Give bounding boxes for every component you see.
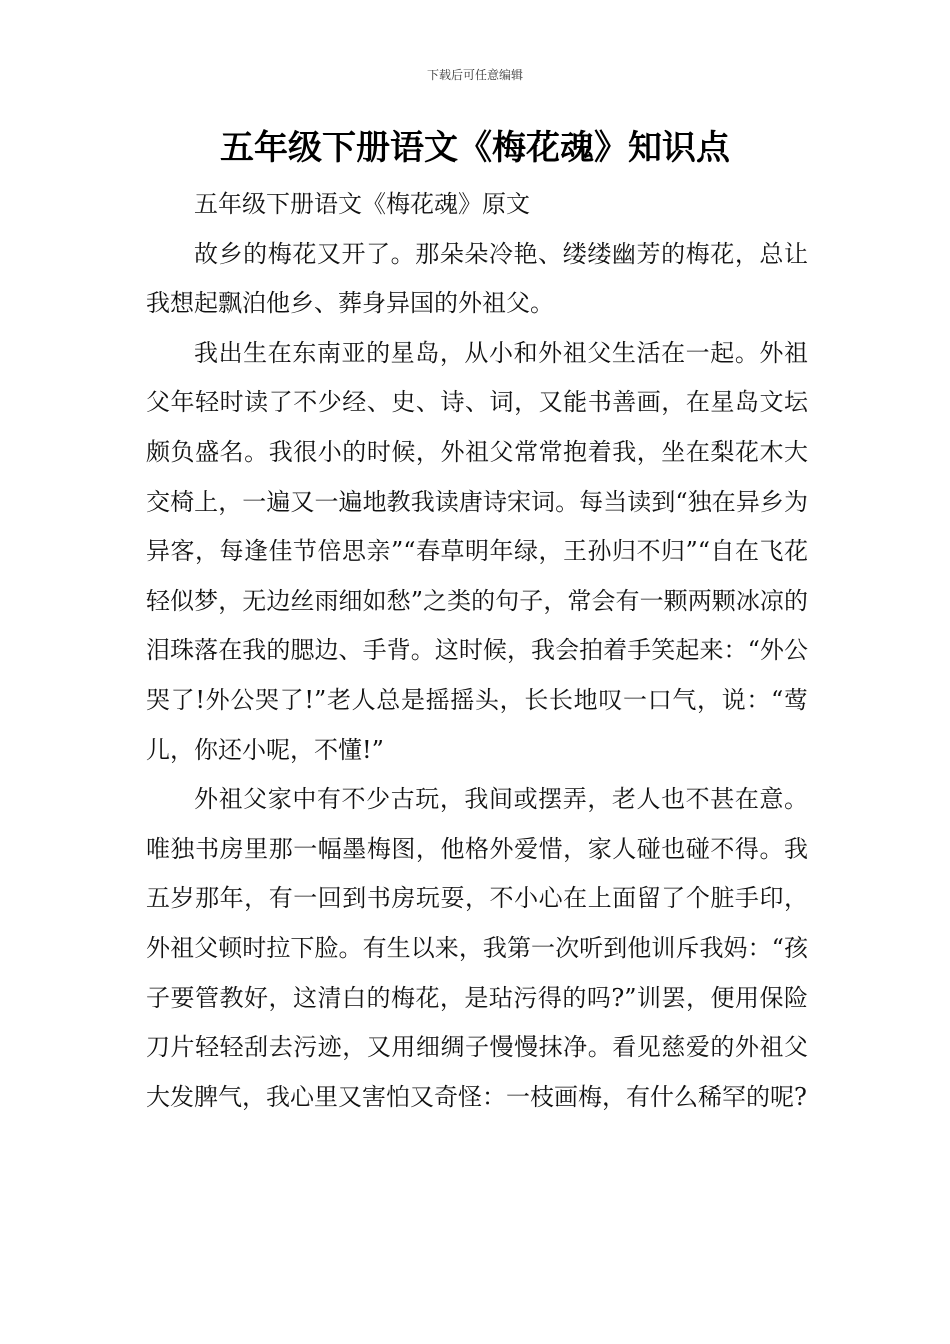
document-body [146,180,808,1122]
paragraph-2: 我出生在东南亚的星岛，从小和外祖父生活在一起。外祖父年轻时读了不少经、史、诗、词，又能书善画，在星岛文坛颇负盛名。我很小的时候，外祖父常常抱着我，坐在梨花木大交椅上，一遍又一遍地教我读唐诗宋词。每当读到“独在异乡为异客，每逢佳节倍思亲”“春草明年绿，王孙归不归”“自在飞花轻似梦，无边丝雨细如愁”之类的句子，常会有一颗两颗冰凉的泪珠落在我的腮边、手背。这时候，我会拍着手笑起来：“外公哭了!外公哭了!”老人总是摇摇头，长长地叹一口气，说：“莺儿，你还小呢，不懂!” [146,338,808,764]
header-note: 下载后可任意编辑 [426,68,523,82]
paragraph-3: 外祖父家中有不少古玩，我间或摆弄，老人也不甚在意。唯独书房里那一幅墨梅图，他格外爱惜，家人碰也碰不得。我五岁那年，有一回到书房玩耍，不小心在上面留了个脏手印，外祖父顿时拉下脸。有生以来，我第一次听到他训斥我妈：“孩子要管教好，这清白的梅花，是玷污得的吗?”训罢，便用保险刀片轻轻刮去污迹，又用细绸子慢慢抹净。看见慈爱的外祖父大发脾气，我心里又害怕又奇怪：一枝画梅，有什么稀罕的呢? [146,785,808,1111]
subheading: 五年级下册语文《梅花魂》原文 [194,190,530,218]
paragraph-1: 故乡的梅花又开了。那朵朵冷艳、缕缕幽芳的梅花，总让我想起飘泊他乡、葬身异国的外祖父。 [146,239,808,318]
document-title: 五年级下册语文《梅花魂》知识点 [220,128,730,168]
